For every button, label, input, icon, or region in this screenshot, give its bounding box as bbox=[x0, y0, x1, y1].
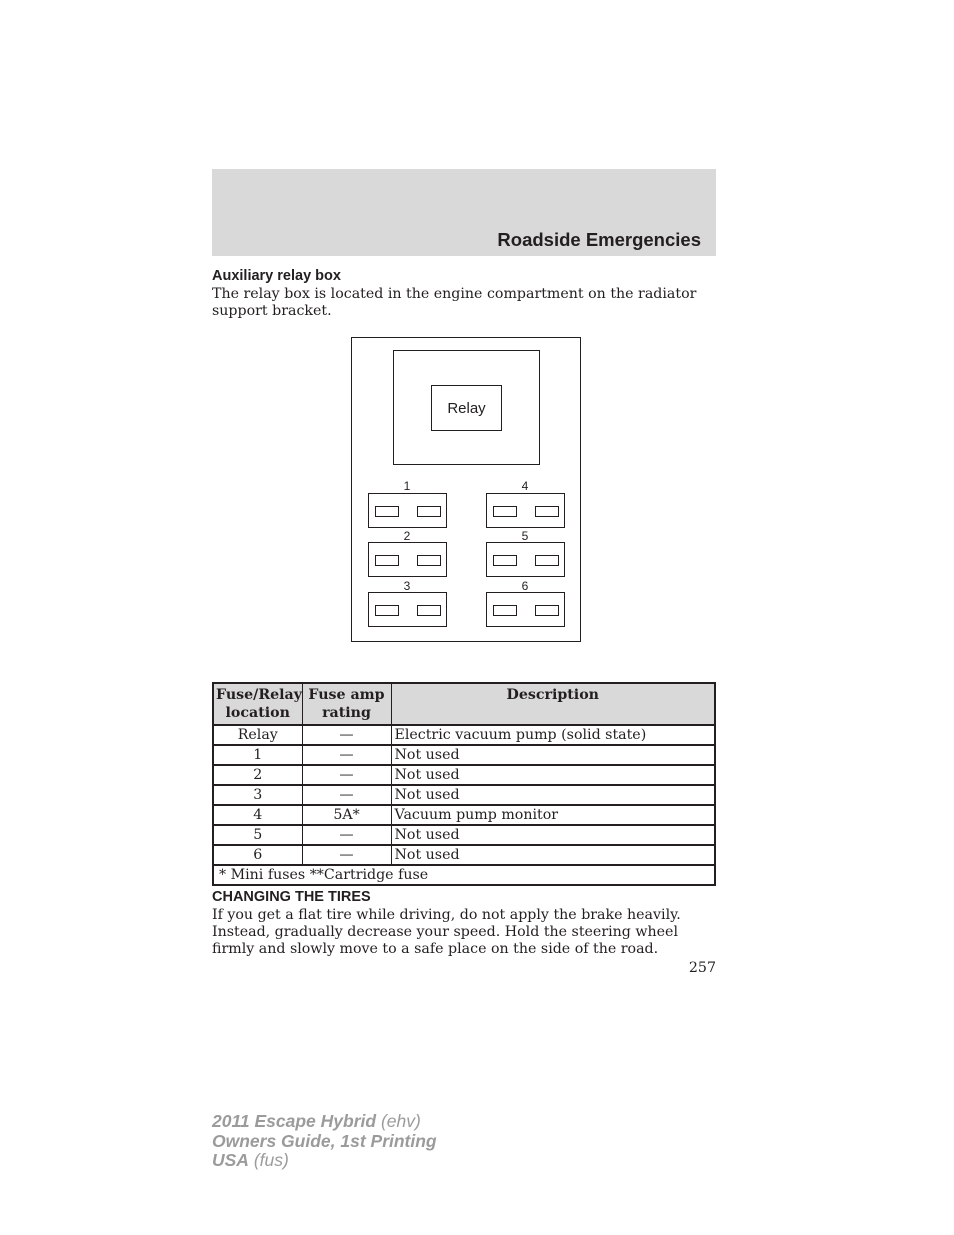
header-location: Fuse/Relay location bbox=[213, 683, 302, 725]
cell-rating: — bbox=[302, 845, 391, 865]
footer-market-code: (fus) bbox=[248, 1150, 289, 1170]
header-rating: Fuse amp rating bbox=[302, 683, 391, 725]
footer-model: 2011 Escape Hybrid bbox=[212, 1111, 377, 1131]
footer-line-2 bbox=[212, 1132, 437, 1152]
table-row bbox=[213, 845, 715, 865]
cell-description: Electric vacuum pump (solid state) bbox=[391, 725, 715, 745]
cell-location: 3 bbox=[213, 785, 302, 805]
fuse-number-3: 3 bbox=[403, 579, 411, 593]
section-header-band bbox=[212, 169, 716, 256]
section-title: Roadside Emergencies bbox=[497, 229, 701, 250]
fuse-blade bbox=[375, 605, 399, 616]
cell-description: Not used bbox=[391, 785, 715, 805]
changing-tires-heading: CHANGING THE TIRES bbox=[212, 889, 371, 905]
cell-location: Relay bbox=[213, 725, 302, 745]
table-row bbox=[213, 825, 715, 845]
table-row bbox=[213, 765, 715, 785]
fuse-slot-3 bbox=[368, 592, 447, 627]
fuse-table bbox=[212, 682, 716, 886]
relay-label: Relay bbox=[431, 385, 502, 431]
table-header-row bbox=[213, 683, 715, 725]
fuse-slot-5 bbox=[486, 542, 565, 577]
cell-rating: 5A* bbox=[302, 805, 391, 825]
table-row bbox=[213, 805, 715, 825]
fuse-blade bbox=[417, 605, 441, 616]
auxiliary-relay-box-paragraph: The relay box is located in the engine compartment on the radiator support bracket. bbox=[212, 286, 697, 319]
fuse-slot-1 bbox=[368, 493, 447, 528]
cell-description: Vacuum pump monitor bbox=[391, 805, 715, 825]
fuse-slot-2 bbox=[368, 542, 447, 577]
footer-model-code: (ehv) bbox=[376, 1111, 421, 1131]
relay-box-diagram bbox=[351, 337, 581, 642]
fuse-number-5: 5 bbox=[521, 529, 529, 543]
changing-tires-paragraph: If you get a flat tire while driving, do not apply the brake heavily. Instead, gradually decrease your speed. Hold the steering wheel firmly and slowly move to a safe place on the side of the road. bbox=[212, 907, 681, 957]
page-number: 257 bbox=[688, 960, 716, 976]
fuse-number-2: 2 bbox=[403, 529, 411, 543]
fuse-blade bbox=[417, 555, 441, 566]
cell-location: 5 bbox=[213, 825, 302, 845]
cell-location: 1 bbox=[213, 745, 302, 765]
fuse-number-1: 1 bbox=[403, 479, 411, 493]
cell-location: 2 bbox=[213, 765, 302, 785]
document-footer bbox=[212, 1112, 437, 1171]
cell-location: 4 bbox=[213, 805, 302, 825]
cell-description: Not used bbox=[391, 825, 715, 845]
table-row bbox=[213, 745, 715, 765]
footer-guide: Owners Guide, 1st Printing bbox=[212, 1130, 437, 1151]
header-description: Description bbox=[391, 683, 715, 725]
table-footnote: * Mini fuses **Cartridge fuse bbox=[213, 865, 715, 885]
fuse-blade bbox=[493, 605, 517, 616]
cell-rating: — bbox=[302, 725, 391, 745]
footer-line-1 bbox=[212, 1112, 437, 1132]
relay-housing bbox=[393, 350, 540, 465]
fuse-number-4: 4 bbox=[521, 479, 529, 493]
cell-location: 6 bbox=[213, 845, 302, 865]
cell-rating: — bbox=[302, 765, 391, 785]
fuse-blade bbox=[417, 506, 441, 517]
cell-description: Not used bbox=[391, 745, 715, 765]
auxiliary-relay-box-heading: Auxiliary relay box bbox=[212, 268, 341, 284]
fuse-slot-4 bbox=[486, 493, 565, 528]
cell-rating: — bbox=[302, 745, 391, 765]
cell-description: Not used bbox=[391, 845, 715, 865]
table-row bbox=[213, 725, 715, 745]
fuse-blade bbox=[535, 605, 559, 616]
table-row bbox=[213, 785, 715, 805]
cell-description: Not used bbox=[391, 765, 715, 785]
fuse-blade bbox=[493, 506, 517, 517]
cell-rating: — bbox=[302, 825, 391, 845]
fuse-number-6: 6 bbox=[521, 579, 529, 593]
fuse-blade bbox=[375, 506, 399, 517]
fuse-blade bbox=[375, 555, 399, 566]
footer-line-3 bbox=[212, 1151, 437, 1171]
fuse-table-container bbox=[212, 682, 716, 886]
fuse-slot-6 bbox=[486, 592, 565, 627]
fuse-blade bbox=[535, 555, 559, 566]
cell-rating: — bbox=[302, 785, 391, 805]
footer-market: USA bbox=[212, 1150, 249, 1170]
fuse-blade bbox=[535, 506, 559, 517]
table-footnote-row bbox=[213, 865, 715, 885]
fuse-blade bbox=[493, 555, 517, 566]
